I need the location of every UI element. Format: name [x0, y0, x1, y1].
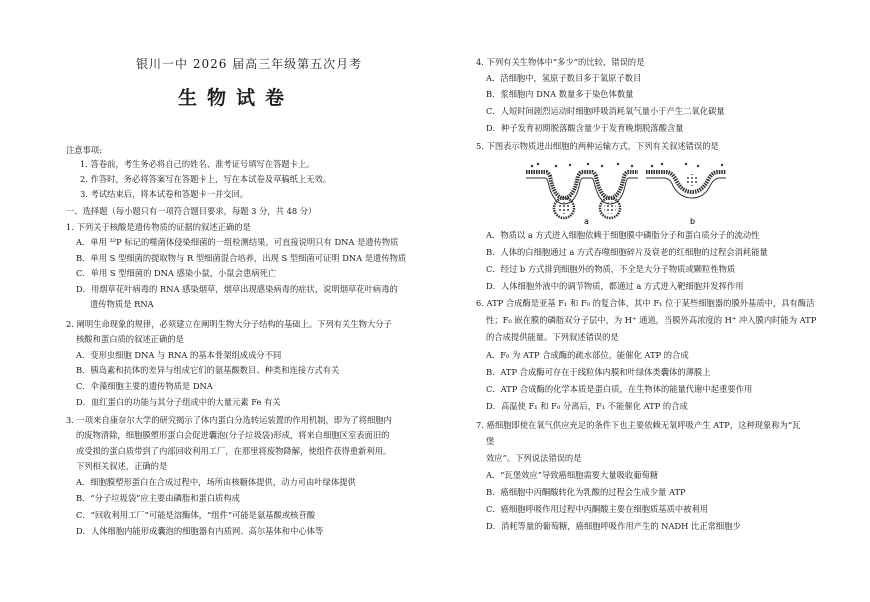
option-a: A．活细胞中，氢原子数目多于氧原子数目	[486, 73, 642, 83]
notice-item: 2. 作答时，务必将答案写在答题卡上，写在本试卷及草稿纸上无效。	[80, 174, 332, 184]
exam-title: 生物试卷	[178, 87, 295, 109]
option-a: A．“瓦堡效应”导致癌细胞需要大量吸收葡萄糖	[486, 470, 659, 480]
notice-heading: 注意事项:	[66, 145, 102, 155]
option-d: D．种子发育初期脱落酸含量少于发育晚期脱落酸含量	[486, 123, 684, 133]
option-c: C．ATP 合成酶的化学本质是蛋白质，在生物体的能量代谢中起重要作用	[486, 384, 753, 394]
option-a: A．单用 ³²P 标记的噬菌体侵染细菌的一组检测结果，可直接说明只有 DNA 是遗传物质	[76, 237, 399, 247]
question-stem-continued: 的合成提供能量。下列叙述错误的是	[486, 332, 619, 342]
question-stem: 1. 下列关于核酸是遗传物质的证据的叙述正确的是	[66, 222, 251, 232]
option-a: A．F₀ 为 ATP 合成酶的疏水部位，能催化 ATP 的合成	[486, 350, 689, 360]
option-c: C．人短时间剧烈运动时细胞呼吸消耗氧气量小于产生二氧化碳量	[486, 106, 725, 116]
option-d: D．血红蛋白的功能与其分子组成中的大量元素 Fe 有关	[76, 397, 281, 407]
school-title: 银川一中 2026 届高三年级第五次月考	[136, 57, 363, 71]
panel-b-diagram	[646, 163, 726, 198]
question-stem-continued: 或受损的蛋白质带到了内部回收利用工厂，在那里将废物降解，使组件获得重新利用。	[76, 446, 392, 456]
notice-item: 1. 答卷前，考生务必将自己的姓名、准考证号填写在答题卡上。	[80, 159, 315, 169]
question-stem: 2. 阐明生命现象的规律，必须建立在阐明生物大分子结构的基础上。下列有关生物大分子	[66, 319, 392, 329]
option-b: B．癌细胞中丙酮酸转化为乳酸的过程会生成少量 ATP	[486, 487, 686, 497]
option-b: B．单用 S 型细菌的提取物与 R 型细菌混合培养，出现 S 型细菌可证明 DNA 是遗传物质	[76, 253, 407, 263]
option-b: B．浆细胞内 DNA 数量多于染色体数量	[486, 89, 634, 99]
option-a: A．细胞膜塑形蛋白在合成过程中，场所由核糖体提供，动力可由叶绿体提供	[76, 477, 356, 487]
question-stem-continued: 堡	[486, 436, 495, 446]
option-d: D．用烟草花叶病毒的 RNA 感染烟草，烟草出现感染病毒的症状，说明烟草花叶病毒的	[76, 284, 398, 294]
option-c: C．单用 S 型细菌的 DNA 感染小鼠，小鼠会患病死亡	[76, 268, 277, 278]
option-d: D．消耗等量的葡萄糖，癌细胞呼吸作用产生的 NADH 比正常细胞少	[486, 521, 741, 531]
option-c: C．经过 b 方式排到细胞外的物质，不全是大分子物质或颗粒性物质	[486, 264, 736, 274]
question-stem: 5. 下图表示物质进出细胞的两种运输方式，下列有关叙述错误的是	[476, 141, 719, 151]
question-stem-continued: 下列相关叙述，正确的是	[76, 461, 168, 471]
option-c: C．伞藻细胞主要的遗传物质是 DNA	[76, 381, 213, 391]
membrane-transport-figure	[526, 160, 726, 226]
question-stem: 7. 癌细胞即使在氧气供应充足的条件下也主要依赖无氧呼吸产生 ATP，这种现象称为“瓦	[476, 420, 801, 430]
panel-a-diagram	[526, 163, 638, 218]
notice-item: 3. 考试结束后，将本试卷和答题卡一并交回。	[80, 189, 249, 199]
question-stem-continued: 性；F₀ 嵌在膜的磷脂双分子层中，为 H⁺ 通道，当膜外高浓度的 H⁺ 冲入膜内时能为 ATP	[486, 315, 817, 325]
option-d: D．人体细胞外液中的调节物质，都通过 a 方式进入靶细胞并发挥作用	[486, 281, 744, 291]
question-stem: 6. ATP 合成酶是亚基 F₁ 和 F₀ 的复合体，其中 F₁ 位于某些细胞器的膜外基质中，具有酶活	[476, 298, 815, 308]
question-stem: 3. 一项来自康奈尔大学的研究揭示了体内蛋白分选转运装置的作用机制，即为了将细胞内	[66, 415, 392, 425]
option-b: B．人体的白细胞通过 a 方式吞噬细胞碎片及衰老的红细胞的过程会消耗能量	[486, 247, 768, 257]
option-a: A．物质以 a 方式进入细胞依赖于细胞膜中磷脂分子和蛋白质分子的流动性	[486, 230, 760, 240]
figure-label-a: a	[584, 217, 589, 226]
question-stem-continued: 核酸和蛋白质的叙述正确的是	[76, 334, 184, 344]
option-b: B．ATP 合成酶可存在于线粒体内膜和叶绿体类囊体的薄膜上	[486, 367, 711, 377]
question-stem-continued: 效应”。下列说法错误的是	[486, 453, 582, 463]
option-d: D．高温使 F₁ 和 F₀ 分离后，F₁ 不能催化 ATP 的合成	[486, 401, 688, 411]
option-d-continued: 遗传物质是 RNA	[90, 299, 154, 309]
question-stem-continued: 的废物清除，细胞膜塑形蛋白会促进囊泡(分子垃圾袋)形成，将来自细胞区室表面旧的	[76, 430, 390, 440]
option-c: C．癌细胞呼吸作用过程中丙酮酸主要在细胞质基质中被利用	[486, 504, 709, 514]
option-b: B．胰岛素和抗体的差异与组成它们的氨基酸数目、种类和连接方式有关	[76, 365, 340, 375]
figure-label-b: b	[690, 217, 696, 226]
option-d: D．人体细胞内能形成囊泡的细胞器有内质网、高尔基体和中心体等	[76, 526, 324, 536]
section-heading: 一、选择题（每小题只有一项符合题目要求，每题 3 分，共 48 分）	[66, 206, 317, 216]
question-stem: 4. 下列有关生物体中“多少”的比较，错误的是	[476, 57, 645, 67]
option-b: B．“分子垃圾袋”应主要由磷脂和蛋白质构成	[76, 493, 240, 503]
option-a: A．变形虫细胞 DNA 与 RNA 的基本骨架组成成分不同	[76, 350, 282, 360]
option-c: C．“回收利用工厂”可能是溶酶体，“组件”可能是氨基酸或核苷酸	[76, 510, 316, 520]
